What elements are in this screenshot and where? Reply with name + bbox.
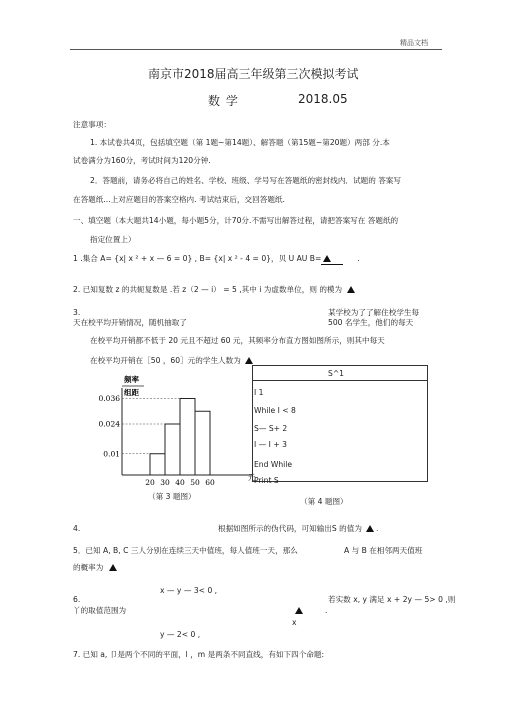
answer-triangle-icon [295, 607, 303, 614]
code-line-2: I 1 [254, 388, 264, 397]
histogram-xtick-label: 60 [205, 478, 215, 487]
histogram-ytick-label: 0.01 [103, 449, 120, 459]
code-line-6: End While [254, 460, 293, 469]
question-1 [73, 254, 360, 265]
answer-triangle-icon [347, 286, 355, 293]
question-3-line4-text: 在校平均开销在［50 ，60］元的学生人数为 [90, 356, 241, 365]
question-6-constraint-3: y — 2< 0 , [160, 630, 201, 639]
question-6-answer: . [293, 606, 327, 616]
question-4-num: 4. [73, 524, 81, 533]
question-3-right1: 某学校为了了解住校学生每 [328, 308, 420, 317]
histogram-ytick-label: 0.024 [98, 419, 120, 429]
answer-triangle-icon [323, 255, 331, 262]
figure-4-caption: （第 4 题图） [300, 497, 348, 506]
subject-label: 数 学 [208, 94, 239, 108]
notice-p2a: 2．答题前，请务必将自己的姓名、学校、班级、学号写在答题纸的密封线内．试题的 答案写 [90, 176, 401, 185]
histogram-xunit: 元 [248, 473, 256, 482]
answer-blank [321, 254, 343, 265]
notice-p2b: 在答题纸...上对应题目的答案空格内. 考试结束后，交回答题纸. [73, 195, 285, 204]
histogram-bar [195, 411, 210, 475]
question-3-left2: 天在校平均开销情况，随机抽取了 [73, 318, 187, 327]
histogram-ytick-label: 0.036 [98, 394, 120, 403]
notice-heading: 注意事项： [73, 120, 111, 129]
question-3-num: 3. [73, 308, 81, 317]
page-title: 南京市2018届高三年级第三次模拟考试 [148, 67, 359, 81]
answer-triangle-icon [245, 357, 253, 364]
histogram-xtick-label: 50 [190, 478, 200, 487]
corner-label: 精品文档 [400, 39, 428, 47]
code-line-3: While I < 8 [254, 406, 296, 415]
question-4-text: 根据如图所示的伪代码，可知输出S 的值为 [218, 524, 362, 533]
question-6-line2: 丫的取值范围为 [73, 606, 127, 615]
notice-p1a: 1. 本试卷共4页，包括填空题（第 1题~第14题）、解答题（第15题~第20题）两部 分.本 [90, 138, 390, 147]
question-2-text: 2. 已知复数 z 的共轭复数是 .若 z（2 — i） = 5 ,其中 i 为虚数单位，则 的模为 [73, 285, 343, 294]
question-6-constraint-1: x — y — 3< 0 , [160, 586, 218, 595]
question-6-x: x [292, 618, 297, 627]
histogram-xtick-label: 30 [160, 478, 170, 487]
question-5-line2 [73, 563, 117, 573]
histogram-chart [92, 372, 257, 497]
answer-triangle-icon [366, 525, 374, 532]
header-divider [70, 49, 442, 50]
histogram-ylabel-top: 频率 [124, 375, 139, 384]
code-line-1: S^1 [328, 369, 345, 378]
histogram-xtick-label: 20 [145, 478, 155, 487]
question-6-right: 若实数 x, y 满足 x + 2y — 5> 0 ,则 [328, 595, 456, 604]
question-5-line1: 5．已知 A, B, C 三人分别在连续三天中值班，每人值班一天，那么 [73, 546, 298, 555]
question-7: 7. 已知 a, 卩是两个不同的平面，l ，m 是两条不同直线，有如下四个命题: [73, 650, 325, 659]
question-3-right2: 500 名学生，他们的每天 [328, 318, 414, 327]
code-line-5: I — I + 3 [254, 440, 287, 449]
histogram-bar [180, 399, 195, 476]
histogram-ylabel-bottom: 组距 [124, 388, 139, 397]
section1-heading-cont: 指定位置上） [90, 235, 136, 244]
question-6-num: 6. [73, 595, 81, 604]
figure-3-caption: （第 3 题图） [148, 492, 196, 501]
code-line-4: S— S+ 2 [254, 424, 288, 433]
histogram-bar [165, 424, 180, 475]
section1-heading: 一、填空题（本大题共14小题，每小题5分，计70分.不需写出解答过程，请把答案写在 答题纸的 [73, 216, 399, 225]
question-1-tail: . [357, 254, 360, 263]
code-line-7: Print S [254, 476, 279, 485]
question-5-line2-text: 的概率为 [73, 563, 104, 572]
exam-date: 2018.05 [298, 92, 348, 106]
question-1-text: 1 .集合 A= {x| x ² + x — 6 = 0} , B= {x| x ² - 4 = 0}，贝 U AU B= [73, 254, 322, 263]
question-5-line1b: A 与 B 在相邻两天值班 [344, 546, 423, 555]
question-2 [73, 285, 355, 295]
answer-triangle-icon [109, 564, 117, 571]
histogram-bar [150, 454, 165, 475]
question-4: 根据如图所示的伪代码，可知输出S 的值为 . [218, 524, 379, 533]
notice-p1b: 试卷满分为160分，考试时间为120分钟. [73, 156, 211, 165]
question-3-line3: 在校平均开销都不低于 20 元且不超过 60 元，其频率分布直方图如图所示，则其中每天 [90, 336, 385, 345]
histogram-xtick-label: 40 [175, 478, 185, 487]
question-3-line4 [90, 356, 253, 366]
